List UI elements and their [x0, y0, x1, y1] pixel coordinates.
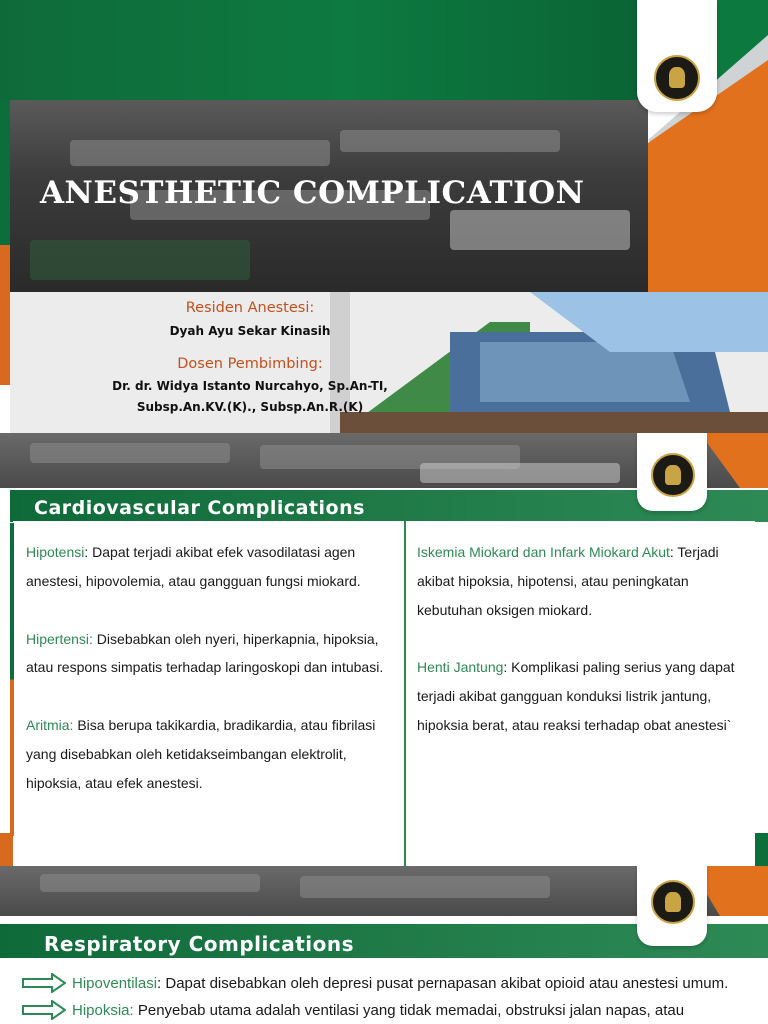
list-item	[417, 538, 752, 624]
term: Hipoksia:	[72, 1002, 134, 1019]
term-sep: :	[503, 659, 508, 676]
description: Terjadi akibat hipoksia, hipotensi, atau peningkatan kebutuhan oksigen miokard.	[417, 544, 719, 618]
list-item	[26, 538, 398, 596]
logo-card	[637, 866, 707, 946]
left-accent-orange	[0, 245, 10, 385]
list-item	[22, 970, 768, 997]
supervisor-label: Dosen Pembimbing:	[177, 356, 323, 372]
presentation-title: ANESTHETIC COMPLICATION	[40, 175, 585, 211]
term: Iskemia Miokard dan Infark Miokard Akut	[417, 544, 670, 560]
supervisor-line-2: Subsp.An.KV.(K)., Subsp.An.R.(K)	[136, 400, 364, 414]
description: Penyebab utama adalah ventilasi yang tidak memadai, obstruksi jalan napas, atau	[133, 1002, 685, 1019]
description: Komplikasi paling serius yang dapat terjadi akibat gangguan konduksi listrik jantung, hipoksia berat, atau reaksi terhadap obat anestesi`	[417, 659, 735, 733]
description: Disebabkan oleh nyeri, hiperkapnia, hipoksia, atau respons simpatis terhadap laringoskopi dan intubasi.	[26, 630, 384, 676]
cardiovascular-slide	[0, 433, 768, 866]
left-accent-green	[0, 100, 10, 245]
left-accent-bar	[10, 523, 14, 836]
right-column	[417, 538, 752, 769]
term: Hipotensi	[26, 544, 85, 560]
title-slide	[0, 0, 768, 433]
respiratory-list	[22, 970, 768, 1024]
term-sep: :	[84, 544, 89, 560]
list-item	[26, 711, 398, 797]
logo-card	[637, 0, 717, 112]
section-title: Cardiovascular Complications	[34, 497, 365, 519]
description: : Dapat disebabkan oleh depresi pusat pernapasan akibat opioid atau anestesi umum.	[157, 975, 729, 992]
list-item	[417, 653, 752, 739]
respiratory-slide	[0, 866, 768, 1024]
resident-label: Residen Anestesi:	[185, 300, 315, 316]
list-item	[26, 625, 398, 683]
term: Aritmia:	[26, 717, 74, 734]
author-info	[10, 300, 490, 418]
section-title: Respiratory Complications	[44, 932, 354, 956]
term: Henti Jantung	[417, 659, 504, 676]
university-seal-icon	[651, 453, 695, 497]
supervisor-line-1: Dr. dr. Widya Istanto Nurcahyo, Sp.An-TI,	[112, 379, 388, 393]
arrow-right-outline-icon	[22, 973, 66, 993]
column-divider	[404, 521, 406, 866]
description: Dapat terjadi akibat efek vasodilatasi agen anestesi, hipovolemia, atau gangguan fungsi miokard.	[26, 544, 361, 589]
resident-name: Dyah Ayu Sekar Kinasih	[169, 324, 331, 338]
logo-card	[637, 433, 707, 511]
term: Hipoventilasi	[72, 975, 158, 992]
term: Hipertensi:	[26, 630, 93, 647]
left-column	[26, 538, 398, 827]
description: Bisa berupa takikardia, bradikardia, atau fibrilasi yang disebabkan oleh ketidakseimbangan elektrolit, hipoksia, atau efek anestesi.	[26, 717, 376, 791]
list-item	[22, 997, 768, 1024]
term-sep: :	[669, 544, 674, 560]
university-seal-icon	[651, 880, 695, 924]
arrow-right-outline-icon	[22, 1000, 66, 1020]
university-seal-icon	[654, 55, 700, 101]
